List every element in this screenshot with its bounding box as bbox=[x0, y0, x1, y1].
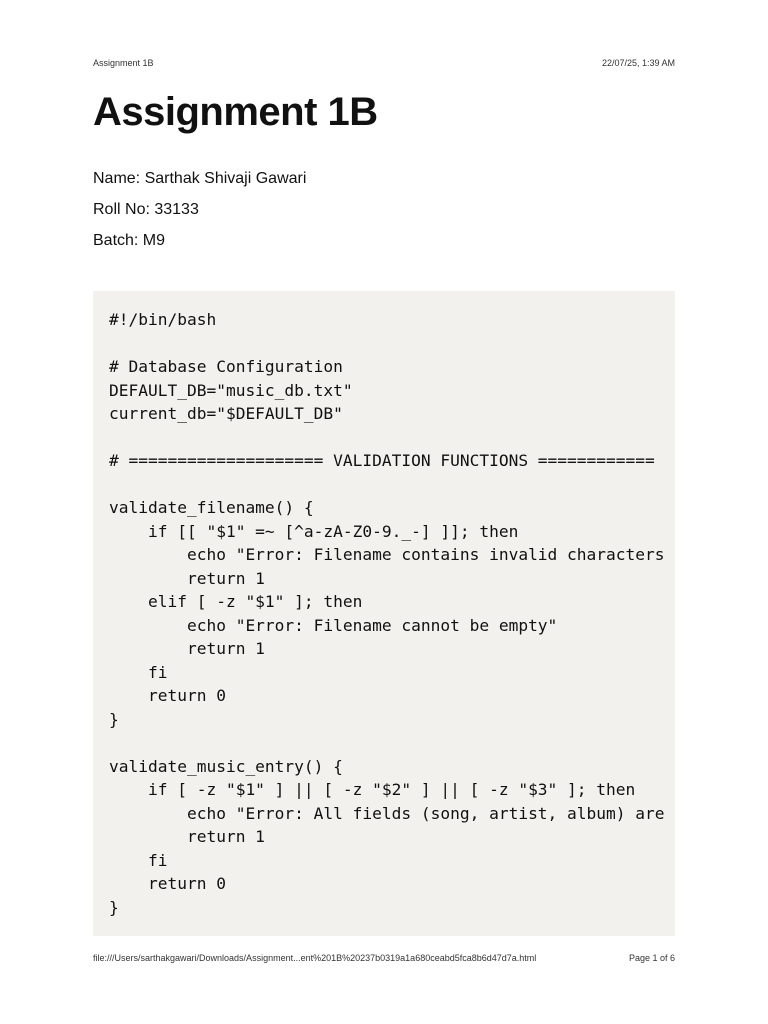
code-block bbox=[93, 291, 675, 936]
code-line: if [ -z "$1" ] || [ -z "$2" ] || [ -z "$3" ]; then bbox=[109, 780, 636, 799]
student-name: Name: Sarthak Shivaji Gawari bbox=[93, 170, 307, 187]
code-line: elif [ -z "$1" ]; then bbox=[109, 592, 363, 611]
batch: Batch: M9 bbox=[93, 232, 166, 249]
code-line: return 1 bbox=[109, 639, 265, 658]
code-line: echo "Error: All fields (song, artist, album) are bbox=[109, 803, 665, 823]
code-line: echo "Error: Filename cannot be empty" bbox=[109, 615, 558, 635]
code-line: if [[ "$1" =~ [^a-zA-Z0-9._-] ]]; then bbox=[109, 521, 519, 541]
print-footer-file-path: file:///Users/sarthakgawari/Downloads/Assignment...ent%201B%20237b0319a1a680ceabd5fca8b6d47d7a.html bbox=[93, 953, 537, 963]
code-line: echo "Error: Filename contains invalid characters bbox=[109, 545, 665, 564]
code-line: current_db="$DEFAULT_DB" bbox=[109, 404, 343, 423]
code-line: return 0 bbox=[109, 874, 226, 893]
page-title: Assignment 1B bbox=[93, 90, 378, 134]
code-line: fi bbox=[109, 662, 168, 682]
code-line: } bbox=[109, 897, 119, 917]
code-line: DEFAULT_DB="music_db.txt" bbox=[109, 380, 353, 400]
print-header-datetime: 22/07/25, 1:39 AM bbox=[601, 58, 675, 68]
code-line: return 0 bbox=[109, 686, 226, 705]
code-line: return 1 bbox=[109, 827, 265, 846]
print-header-title: Assignment 1B bbox=[93, 58, 154, 68]
code-line: } bbox=[109, 709, 119, 729]
print-footer-page-number: Page 1 of 6 bbox=[628, 953, 675, 963]
roll-number: Roll No: 33133 bbox=[93, 201, 199, 218]
code-line: fi bbox=[109, 850, 168, 870]
code-content bbox=[93, 291, 675, 919]
code-line: return 1 bbox=[109, 568, 265, 588]
code-line: # Database Configuration bbox=[109, 357, 343, 376]
code-line: validate_music_entry() { bbox=[109, 756, 343, 776]
code-line: validate_filename() { bbox=[109, 498, 314, 517]
code-line: # ==================== VALIDATION FUNCTIONS ============ bbox=[109, 451, 655, 470]
code-line: #!/bin/bash bbox=[109, 310, 217, 329]
